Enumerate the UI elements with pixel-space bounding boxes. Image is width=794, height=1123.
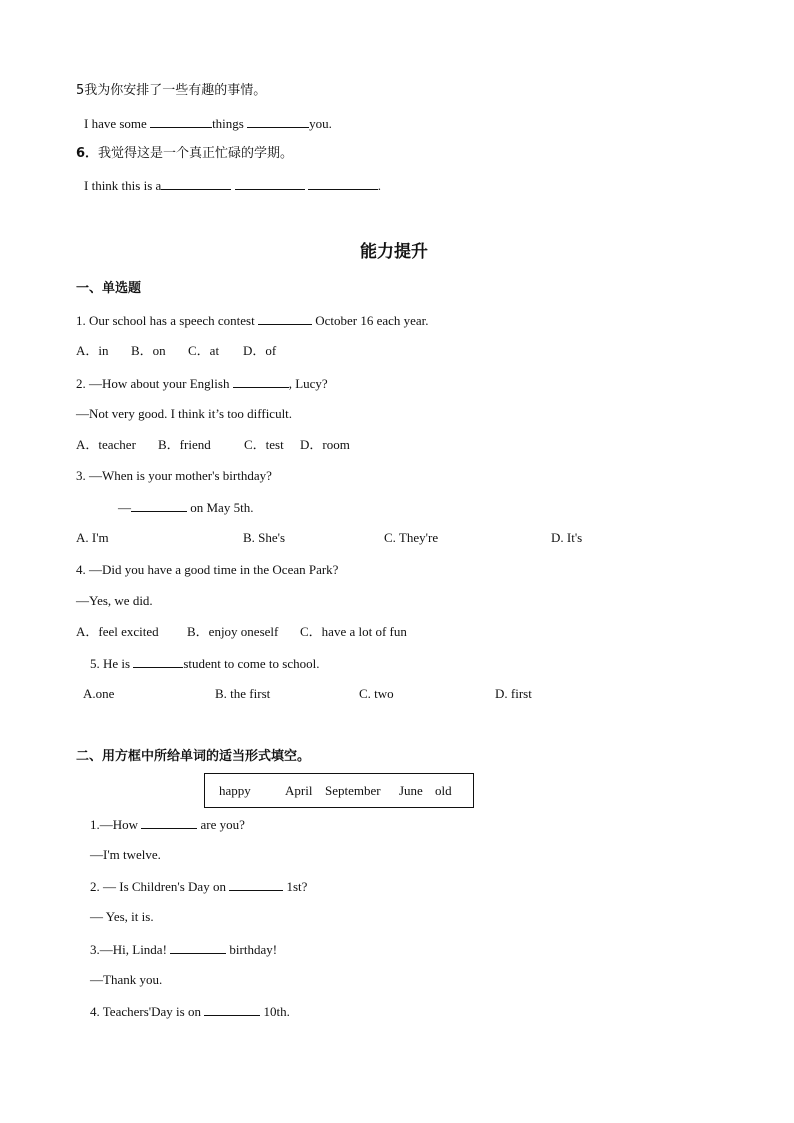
answer-blank[interactable] [235,177,305,190]
q2-option-c[interactable]: C．test [244,437,284,452]
answer-blank[interactable] [258,312,312,325]
q1-option-d[interactable]: D．of [243,343,277,358]
word-box-item: June [399,783,423,798]
exercise-5-chinese: 5我为你安排了一些有趣的事情。 [76,83,267,98]
question-4-reply: —Yes, we did. [76,593,153,608]
exercise-5-english: I have some things you. [84,116,332,131]
question-3: 3. —When is your mother's birthday? [76,468,272,483]
q4-option-a[interactable]: A．feel excited [76,624,159,639]
fill-question-2: 2. — Is Children's Day on 1st? [90,879,308,894]
q5-option-c[interactable]: C. two [359,686,394,701]
answer-blank[interactable] [229,878,283,891]
answer-blank[interactable] [161,177,231,190]
fill-question-2-reply: — Yes, it is. [90,909,154,924]
word-box-item: April [285,783,313,798]
fill-question-3-reply: —Thank you. [90,972,163,987]
q2-option-a[interactable]: A．teacher [76,437,136,452]
question-2-reply: —Not very good. I think it’s too difficult. [76,406,293,421]
answer-blank[interactable] [247,115,309,128]
question-3-reply: — on May 5th. [118,500,254,515]
part2-heading: 二、用方框中所给单词的适当形式填空。 [76,749,311,764]
q5-option-d[interactable]: D. first [495,686,532,701]
answer-blank[interactable] [141,816,197,829]
q3-option-c[interactable]: C. They're [384,530,439,545]
fill-question-3: 3.—Hi, Linda! birthday! [90,942,278,957]
fill-question-1-reply: —I'm twelve. [90,847,161,862]
answer-blank[interactable] [131,499,187,512]
fill-question-1: 1.—How are you? [90,817,245,832]
answer-blank[interactable] [170,941,226,954]
q1-option-a[interactable]: A．in [76,343,109,358]
word-box-item: old [435,783,452,798]
q4-option-c[interactable]: C．have a lot of fun [300,624,407,639]
answer-blank[interactable] [308,177,378,190]
answer-blank[interactable] [233,375,289,388]
word-box-item: September [325,783,381,798]
q2-option-d[interactable]: D．room [300,437,350,452]
fill-question-4: 4. Teachers'Day is on 10th. [90,1004,290,1019]
question-2: 2. —How about your English , Lucy? [76,376,328,391]
word-box [204,773,474,808]
q3-option-d[interactable]: D. It's [551,530,583,545]
answer-blank[interactable] [204,1003,260,1016]
exercise-6-english: I think this is a . [84,178,382,193]
question-4: 4. —Did you have a good time in the Ocean Park? [76,562,339,577]
question-5: 5. He is student to come to school. [90,656,320,671]
q3-option-a[interactable]: A. I'm [76,530,109,545]
answer-blank[interactable] [150,115,212,128]
exercise-6-chinese: 6．我觉得这是一个真正忙碌的学期。 [76,146,294,161]
q1-option-c[interactable]: C．at [188,343,220,358]
q4-option-b[interactable]: B．enjoy oneself [187,624,279,639]
section-title: 能力提升 [360,242,428,262]
word-box-item: happy [219,783,251,798]
q5-option-b[interactable]: B. the first [215,686,271,701]
q5-option-a[interactable]: A.one [83,686,115,701]
answer-blank[interactable] [133,655,183,668]
question-1: 1. Our school has a speech contest October 16 each year. [76,313,429,328]
part1-heading: 一、单选题 [76,281,142,296]
q2-option-b[interactable]: B．friend [158,437,211,452]
q1-option-b[interactable]: B．on [131,343,166,358]
q3-option-b[interactable]: B. She's [243,530,286,545]
